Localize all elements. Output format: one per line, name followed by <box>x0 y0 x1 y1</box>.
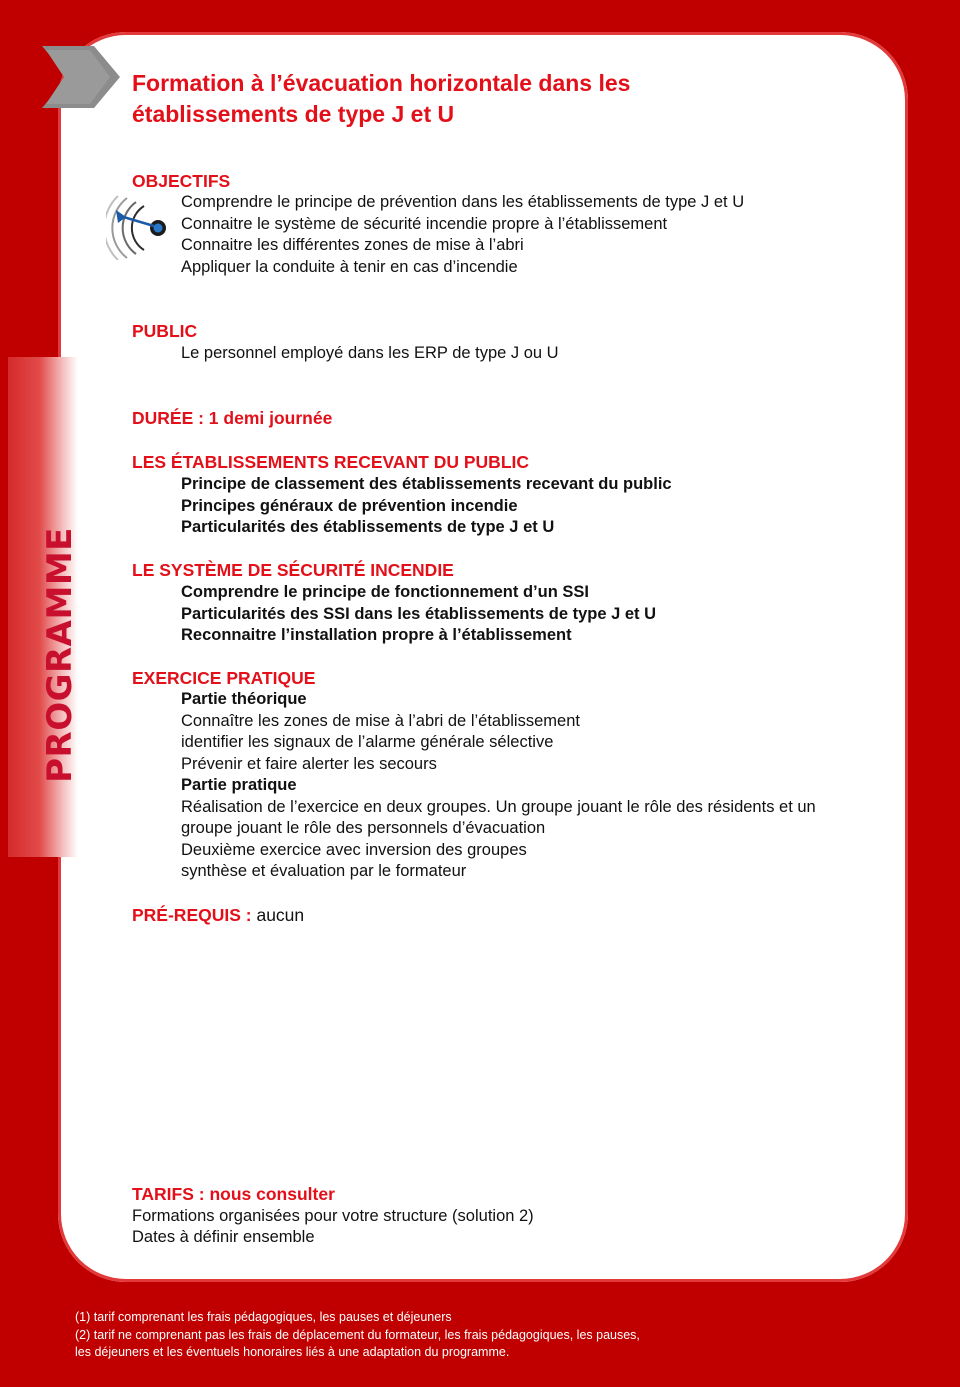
ssi-heading: LE SYSTÈME DE SÉCURITÉ INCENDIE <box>132 560 454 580</box>
list-item: Appliquer la conduite à tenir en cas d’incendie <box>181 257 518 276</box>
list-item: Le personnel employé dans les ERP de type J ou U <box>181 344 559 362</box>
tarifs-line-2: Dates à définir ensemble <box>132 1228 315 1246</box>
list-item: Reconnaitre l’installation propre à l’établissement <box>181 626 572 644</box>
page-title <box>132 68 630 130</box>
list-item: synthèse et évaluation par le formateur <box>181 862 467 880</box>
list-item: Deuxième exercice avec inversion des groupes <box>181 840 527 859</box>
exercice-heading: EXERCICE PRATIQUE <box>132 668 316 688</box>
chevron-arrow-icon <box>42 46 120 108</box>
list-item: Connaitre le système de sécurité incendie propre à l’établissement <box>181 214 668 233</box>
public-heading: PUBLIC <box>132 321 198 341</box>
list-item: Prévenir et faire alerter les secours <box>181 754 437 773</box>
practice-title: Partie pratique <box>181 776 297 794</box>
list-item: Connaître les zones de mise à l’abri de l’établissement <box>181 711 580 730</box>
objectifs-list <box>181 192 744 278</box>
prerequis-heading <box>132 904 304 926</box>
list-item: Connaitre les différentes zones de mise à l’abri <box>181 236 524 254</box>
programme-vertical-label: PROGRAMME <box>40 527 80 783</box>
list-item: Comprendre le principe de fonctionnement d’un SSI <box>181 583 589 601</box>
list-item: Principes généraux de prévention incendie <box>181 496 518 515</box>
duree-heading: DURÉE : 1 demi journée <box>132 408 333 428</box>
list-item: Réalisation de l’exercice en deux groupes. Un groupe jouant le rôle des résidents et un groupe jouant le rôle des personnels d’évacuation <box>181 797 816 837</box>
list-item: identifier les signaux de l’alarme générale sélective <box>181 733 554 751</box>
theory-title: Partie théorique <box>181 690 307 708</box>
prerequis-label: PRÉ-REQUIS : <box>132 905 252 925</box>
title-line-1: Formation à l’évacuation horizontale dans les <box>132 70 631 96</box>
footnote-2: (2) tarif ne comprenant pas les frais de déplacement du formateur, les frais pédagogiques, les pauses, <box>75 1327 640 1342</box>
prerequis-value: aucun <box>251 905 305 925</box>
public-list <box>181 343 559 365</box>
list-item: Particularités des établissements de type J et U <box>181 518 555 536</box>
target-dart-icon <box>106 190 172 260</box>
exercice-list <box>181 689 871 883</box>
erp-heading: LES ÉTABLISSEMENTS RECEVANT DU PUBLIC <box>132 452 530 472</box>
list-item: Particularités des SSI dans les établissements de type J et U <box>181 604 657 623</box>
tarifs-heading: TARIFS : nous consulter <box>132 1184 335 1204</box>
footnote-3: les déjeuners et les éventuels honoraires liés à une adaptation du programme. <box>75 1345 510 1359</box>
list-item: Comprendre le principe de prévention dans les établissements de type J et U <box>181 193 745 211</box>
footnotes <box>75 1309 640 1362</box>
title-line-2: établissements de type J et U <box>132 101 455 127</box>
erp-list <box>181 474 672 539</box>
ssi-list <box>181 582 656 647</box>
list-item: Principe de classement des établissements recevant du public <box>181 475 672 493</box>
footnote-1: (1) tarif comprenant les frais pédagogiques, les pauses et déjeuners <box>75 1310 452 1324</box>
tarifs-line-1: Formations organisées pour votre structure (solution 2) <box>132 1207 534 1225</box>
objectifs-heading: OBJECTIFS <box>132 171 231 191</box>
